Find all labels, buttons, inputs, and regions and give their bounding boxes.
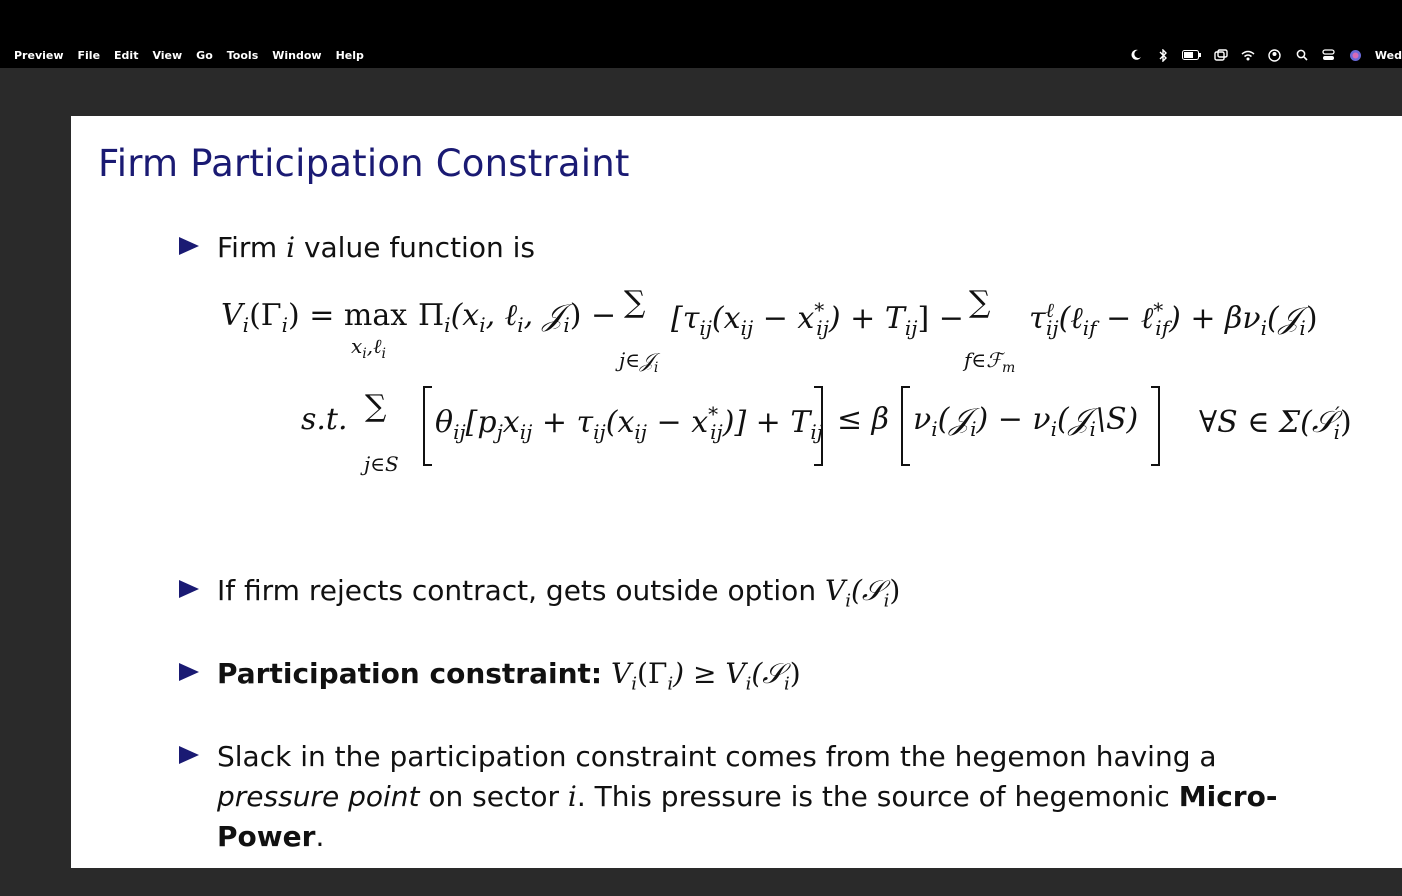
subject-to-label: s.t. [301, 402, 348, 437]
menu-edit[interactable]: Edit [114, 48, 139, 62]
right-bracket [814, 386, 823, 466]
bullet-triangle-icon [179, 746, 199, 764]
equation-value-function: $V_i(\Gamma_i) = \max$ [221, 298, 408, 337]
bullet-slack [179, 737, 1297, 857]
bluetooth-icon[interactable] [1155, 47, 1171, 63]
moon-icon[interactable] [1128, 47, 1144, 63]
top-bezel [0, 0, 1402, 42]
menu-clock[interactable]: Wed [1374, 48, 1402, 62]
bullet-text: Slack in the participation constraint comes from the hegemon having a pressure point on sector i. This pressure is the source of hegemonic Micro-Power. [217, 740, 1278, 853]
bullet-text: Firm i value function is [217, 231, 535, 264]
bullet-text: If firm rejects contract, gets outside option $V_i(𝒮_i)$ [217, 574, 901, 612]
bullet-triangle-icon [179, 663, 199, 681]
slide-page [71, 116, 1402, 868]
sum-index: j∈𝒥$_i$ [619, 348, 659, 376]
menu-go[interactable]: Go [196, 48, 213, 62]
constraint-leq: ≤ β [837, 402, 890, 437]
menu-window[interactable]: Window [272, 48, 322, 62]
menu-bar [0, 42, 1402, 68]
bullet-triangle-icon [179, 237, 199, 255]
constraint-rhs: $\nu_i(𝒥_i)$ − $\nu_i(𝒥_i\backslash S)$ [913, 402, 1139, 441]
user-icon[interactable] [1267, 47, 1283, 63]
left-bracket [423, 386, 432, 466]
menu-file[interactable]: File [77, 48, 101, 62]
menu-help[interactable]: Help [335, 48, 364, 62]
menu-app-preview[interactable]: Preview [14, 48, 64, 62]
equation-transfer-term: $[\tau_{ij}(x_{ij} - x^*_{ij}) + T_{ij}]$ − [671, 298, 964, 340]
wifi-icon[interactable] [1240, 47, 1256, 63]
menu-view[interactable]: View [152, 48, 183, 62]
summation-symbol-2: ∑ [969, 285, 991, 320]
bullet-value-function [179, 228, 535, 268]
max-subscript: $x_i,\ell_i$ [351, 334, 386, 362]
sum-index-2: f∈ℱ$_m$ [964, 348, 1016, 376]
constraint-lhs: $\theta_{ij}[p_jx_{ij} + \tau_{ij}(x_{ij} - x^*_{ij})] + T_{ij}$ [435, 402, 823, 444]
constraint-summation: ∑ [365, 389, 387, 424]
screen-mirror-icon[interactable] [1213, 47, 1229, 63]
bullet-outside-option [179, 571, 900, 622]
equation-profit-term: $\Pi_i(x_i$, ℓ$_i$, 𝒥$_i$) − [418, 298, 617, 337]
left-bracket-2 [901, 386, 910, 466]
bullet-text: Participation constraint: $V_i(\Gamma_i)$ ≥ $V_i(𝒮_i)$ [217, 657, 801, 695]
slide-title: Firm Participation Constraint [98, 142, 630, 185]
siri-icon[interactable] [1348, 47, 1364, 63]
menu-status-area [1128, 42, 1402, 68]
control-center-icon[interactable] [1321, 47, 1337, 63]
search-icon[interactable] [1294, 47, 1310, 63]
bullet-participation-constraint [179, 654, 801, 705]
bullet-triangle-icon [179, 580, 199, 598]
menu-tools[interactable]: Tools [226, 48, 259, 62]
equation-labor-term: $\tau^\ell_{ij}(\ell_{if}$ − ℓ*$_{if}$) + $\beta\nu_i(𝒥_i)$ [1029, 298, 1318, 340]
right-bracket-2 [1151, 386, 1160, 466]
constraint-forall: ∀S ∈ Σ(𝒮′$_i$) [1199, 402, 1352, 444]
battery-icon[interactable] [1182, 47, 1202, 63]
summation-symbol: ∑ [624, 285, 646, 320]
menu-left [14, 42, 364, 68]
constraint-sum-index: j∈S [364, 452, 399, 476]
